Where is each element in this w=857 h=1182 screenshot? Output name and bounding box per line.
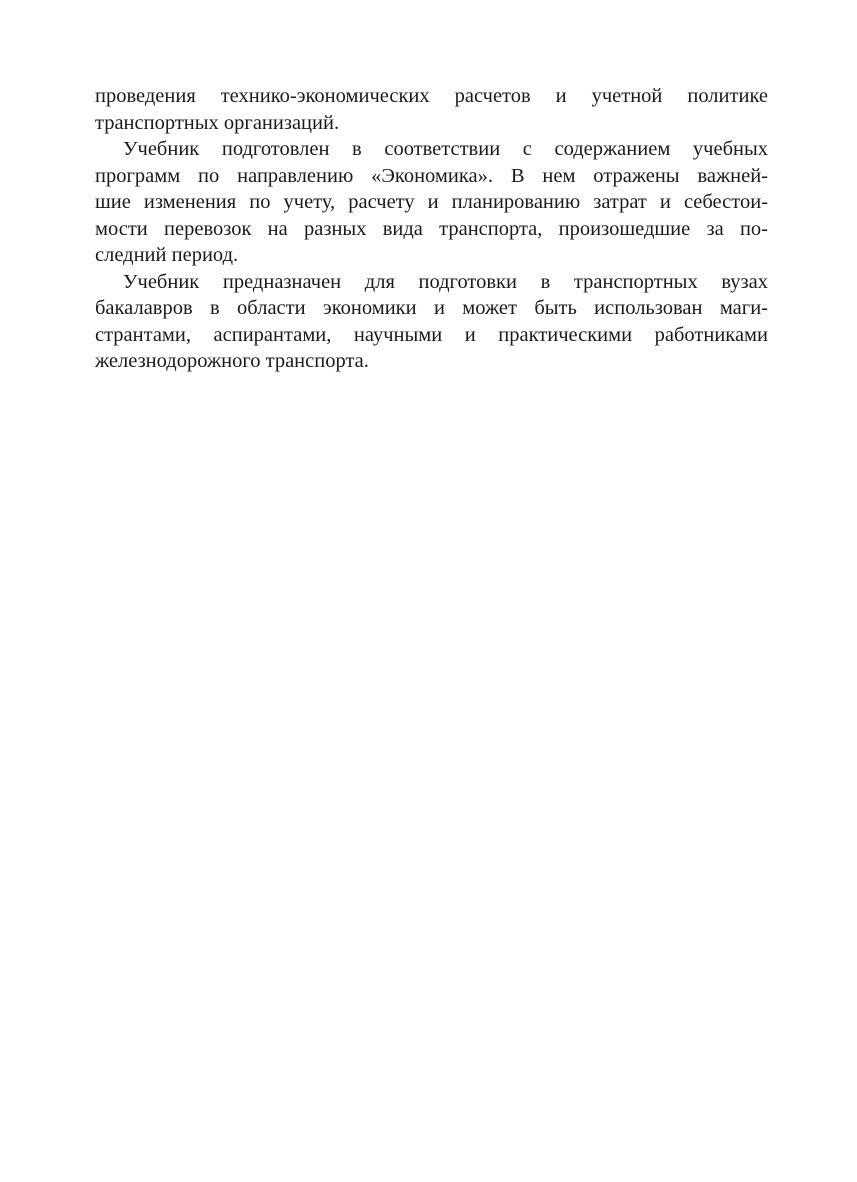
body-text-block [95, 83, 768, 375]
text-line: Учебник предназначен для подготовки в транспортных вузах [123, 270, 768, 293]
text-line: шие изменения по учету, расчету и планированию затрат и себестои- [95, 191, 768, 213]
paragraph-1 [95, 83, 768, 136]
paragraph-3 [95, 269, 768, 375]
text-line: проведения технико-экономических расчетов и учетной политике [95, 85, 768, 107]
text-line: железнодорожного транспорта. [95, 350, 369, 372]
text-line: программ по направлению «Экономика». В нем отражены важней- [95, 164, 768, 187]
text-line: транспортных организаций. [95, 111, 340, 134]
text-line: мости перевозок на разных вида транспорта, произошедшие за по- [95, 217, 768, 240]
paragraph-2 [95, 136, 768, 269]
text-line: следний период. [95, 244, 239, 266]
text-line: бакалавров в области экономики и может быть использован маги- [95, 297, 768, 319]
text-line: Учебник подготовлен в соответствии с содержанием учебных [123, 138, 768, 160]
text-line: странтами, аспирантами, научными и практическими работниками [95, 323, 768, 346]
